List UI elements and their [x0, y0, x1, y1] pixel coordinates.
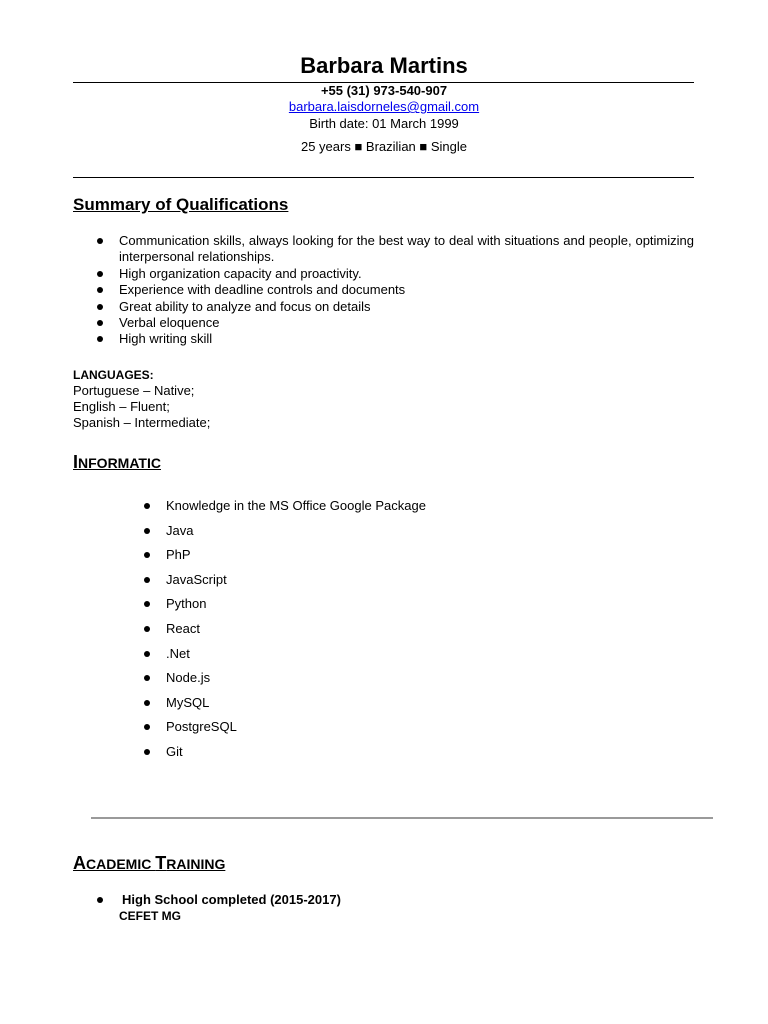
personal-facts: 25 years ■ Brazilian ■ Single — [300, 139, 467, 154]
bullet-icon — [97, 287, 103, 293]
bullet-icon — [144, 601, 150, 607]
list-item: Git — [166, 743, 566, 768]
bullet-icon — [144, 749, 150, 755]
bullet-icon — [144, 700, 150, 706]
list-item: PostgreSQL — [166, 718, 566, 743]
academic-list — [122, 892, 522, 908]
languages-heading: LANGUAGES: — [73, 368, 154, 382]
list-item: Communication skills, always looking for the best way to deal with situations and people, optimizing interpersonal relationships. — [119, 233, 694, 266]
bullet-icon — [144, 528, 150, 534]
list-item: MySQL — [166, 694, 566, 719]
bullet-icon — [144, 626, 150, 632]
bullet-icon — [97, 304, 103, 310]
birth-date: Birth date: 01 March 1999 — [309, 116, 459, 131]
list-item: Java — [166, 522, 566, 547]
email-link[interactable]: barbara.laisdorneles@gmail.com — [288, 99, 480, 114]
summary-title: Summary of Qualifications — [73, 195, 289, 214]
list-item: Verbal eloquence — [119, 315, 694, 331]
list-item: High organization capacity and proactivity. — [119, 266, 694, 282]
bullet-icon — [144, 503, 150, 509]
bullet-icon — [97, 336, 103, 342]
bullet-icon — [144, 552, 150, 558]
language-item: English – Fluent; — [73, 399, 170, 414]
list-item: Knowledge in the MS Office Google Package — [166, 497, 566, 522]
bullet-icon — [144, 724, 150, 730]
bullet-icon — [97, 897, 103, 903]
qualifications-list — [119, 233, 694, 348]
list-item: Great ability to analyze and focus on details — [119, 299, 694, 315]
bullet-icon — [144, 651, 150, 657]
list-item: Experience with deadline controls and documents — [119, 282, 694, 298]
phone-number: +55 (31) 973-540-907 — [320, 83, 448, 98]
language-item: Portuguese – Native; — [73, 383, 195, 398]
list-item: Node.js — [166, 669, 566, 694]
list-item: PhP — [166, 546, 566, 571]
list-item: React — [166, 620, 566, 645]
school-name: CEFET MG — [119, 909, 181, 923]
list-item: High writing skill — [119, 331, 694, 347]
bullet-icon — [144, 675, 150, 681]
candidate-name: Barbara Martins — [300, 53, 468, 78]
section-divider — [91, 817, 713, 819]
email-line — [0, 99, 768, 115]
list-item: Python — [166, 595, 566, 620]
informatic-list — [166, 497, 566, 768]
list-item: JavaScript — [166, 571, 566, 596]
bullet-icon — [144, 577, 150, 583]
list-item: High School completed (2015-2017) — [122, 892, 522, 908]
bullet-icon — [97, 271, 103, 277]
academic-title: ACADEMIC TRAINING — [73, 853, 226, 873]
bullet-icon — [97, 320, 103, 326]
language-item: Spanish – Intermediate; — [73, 415, 211, 430]
header-bottom-divider — [73, 177, 694, 178]
informatic-title: INFORMATIC — [73, 452, 161, 472]
list-item: .Net — [166, 645, 566, 670]
bullet-icon — [97, 238, 103, 244]
